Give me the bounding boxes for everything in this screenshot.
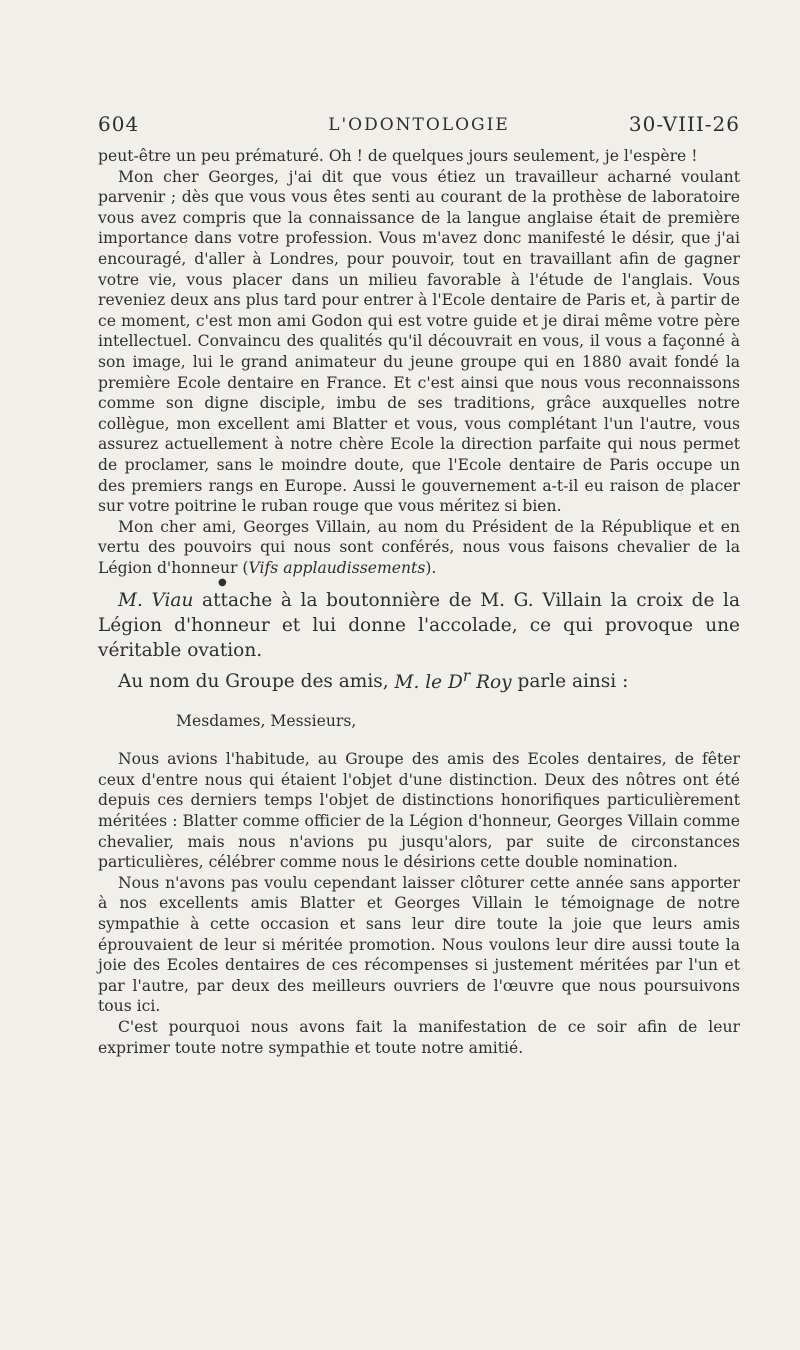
running-head <box>98 112 740 146</box>
salutation: Mesdames, Messieurs, <box>176 711 357 730</box>
narration-text: attache à la boutonnière de M. G. Villain la croix de la Légion d'honneur et lui donne l'accolade, ce qui provoque une véritable ovation. <box>98 590 740 662</box>
journal-title: L'ODONTOLOGIE <box>328 115 510 135</box>
page-number: 604 <box>98 112 140 136</box>
paragraph: peut-être un peu prématuré. Oh ! de quelques jours seulement, je l'espère ! <box>98 147 698 165</box>
paragraph: C'est pourquoi nous avons fait la manifestation de ce soir afin de leur exprimer toute notre sympathie et toute notre amitié. <box>98 1017 740 1057</box>
speech-roy <box>98 749 740 1058</box>
narration-text: Au nom du Groupe des amis, <box>118 671 395 693</box>
bullet-ornament-icon: ● <box>218 577 227 589</box>
narration-decoration <box>98 588 740 663</box>
speaker-name: M. Viau <box>118 590 194 612</box>
issue-date: 30-VIII-26 <box>628 112 740 136</box>
paragraph-end: ). <box>425 558 437 577</box>
paragraph <box>98 517 740 579</box>
narration-text: parle ainsi : <box>511 671 629 693</box>
narration-roy <box>98 663 740 694</box>
speech-viau <box>98 146 740 578</box>
paragraph: Nous n'avons pas voulu cependant laisser clôturer cette année sans apporter à nos excellents amis Blatter et Georges Villain le témoignage de notre sympathie à cette occasion et sans leur dire toute la joie que leurs amis éprouvaient de leur si méritée promotion. Nous voulons leur dire aussi toute la joie des Ecoles dentaires de ces récompenses si justement méritées par l'un et par l'autre, par deux des meilleurs ouvriers de l'œuvre que nous poursuivons tous ici. <box>98 873 740 1016</box>
applause-note: Vifs applaudissements <box>248 558 426 577</box>
speaker-name: M. le $D^r$ Roy <box>394 666 512 693</box>
paragraph-text: Mon cher ami, Georges Villain, au nom du Président de la République et en vertu des pouvoirs qui nous sont conférés, nous vous faisons chevalier de la Légion d'honneur ( <box>98 517 740 577</box>
page <box>98 112 740 1058</box>
paragraph: Mon cher Georges, j'ai dit que vous étiez un travailleur acharné voulant parvenir ; dès que vous vous êtes senti au courant de la prothèse de laboratoire vous avez compris que la connaissance de la langue anglaise était de première importance dans votre profession. Vous m'avez donc manifesté le désir, que j'ai encouragé, d'aller à Londres, pour pouvoir, tout en travaillant afin de gagner votre vie, vous placer dans un milieu favorable à l'étude de l'anglais. Vous reveniez deux ans plus tard pour entrer à l'Ecole dentaire de Paris et, à partir de ce moment, c'est mon ami Godon qui est votre guide et je dirai même votre père intellectuel. Convaincu des qualités qu'il découvrait en vous, il vous a façonné à son image, lui le grand animateur du jeune groupe qui en 1880 avait fondé la première Ecole dentaire en France. Et c'est ainsi que nous vous reconnaissons comme son digne disciple, imbu de ses traditions, grâce auxquelles notre collègue, mon excellent ami Blatter et vous, vous complétant l'un l'autre, vous assurez actuellement à notre chère Ecole la direction parfaite qui nous permet de proclamer, sans le moindre doute, que l'Ecole dentaire de Paris occupe un des premiers rangs en Europe. Aussi le gouvernement a-t-il eu raison de placer sur votre poitrine le ruban rouge que vous méritez si bien. <box>98 167 740 516</box>
paragraph: Nous avions l'habitude, au Groupe des amis des Ecoles dentaires, de fêter ceux d'entre nous qui étaient l'objet d'une distinction. Deux des nôtres ont été depuis ces derniers temps l'objet de distinctions honorifiques particulièrement méritées : Blatter comme officier de la Légion d'honneur, Georges Villain comme chevalier, mais nous n'avions pu jusqu'alors, par suite de circonstances particulières, célébrer comme nous le désirions cette double nomination. <box>98 750 740 872</box>
